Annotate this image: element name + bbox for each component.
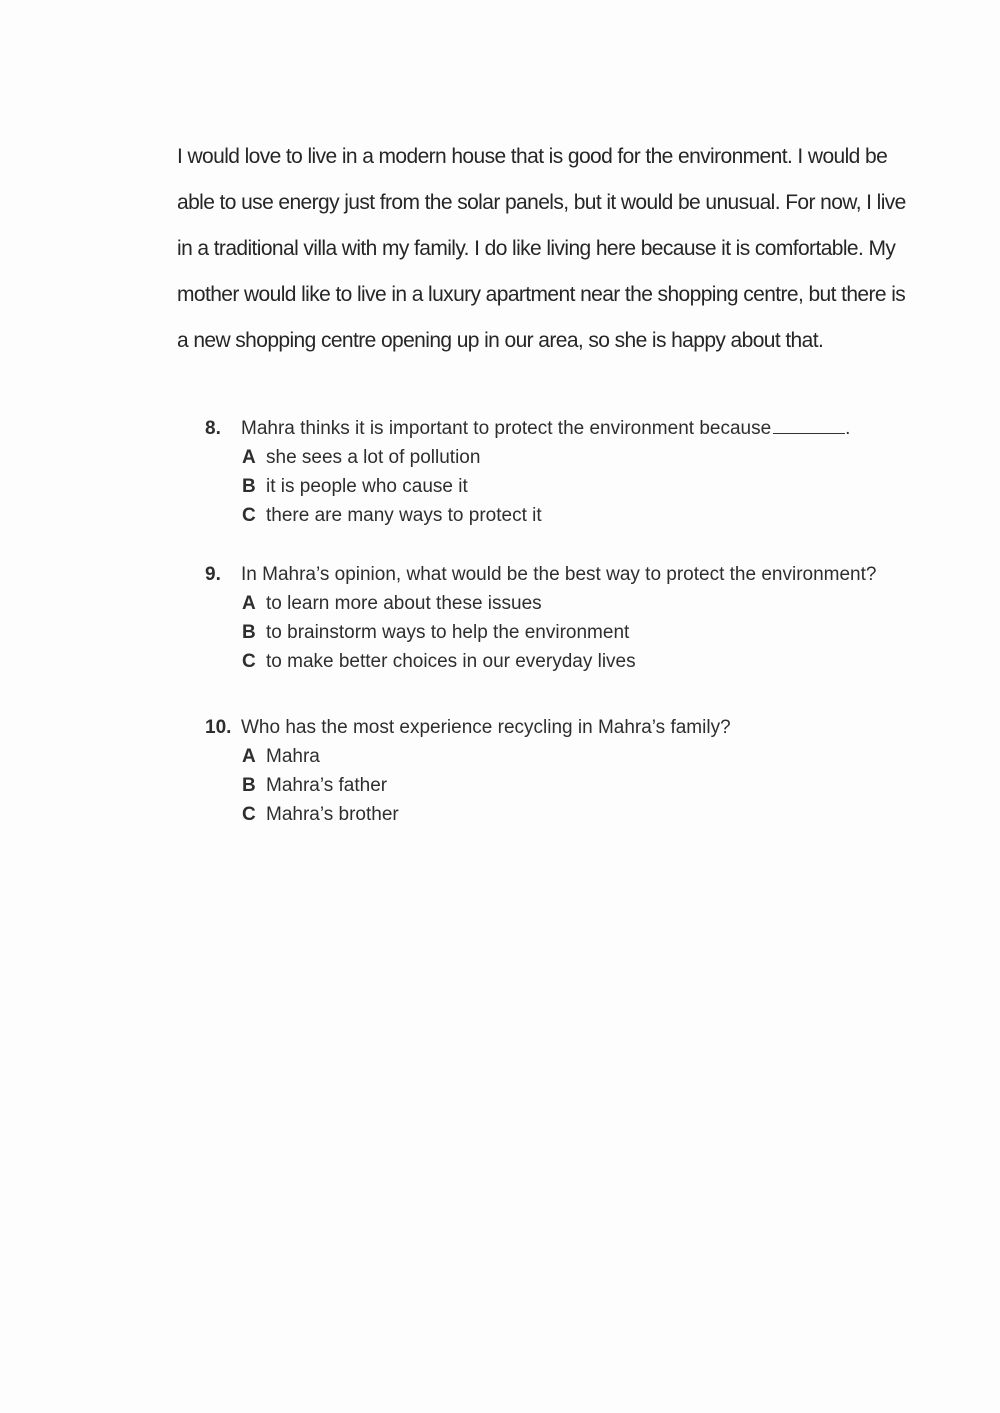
question-stem [205, 414, 925, 443]
reading-passage [177, 134, 906, 364]
option-b[interactable] [205, 472, 925, 501]
option-text: to learn more about these issues [266, 593, 542, 614]
passage-line: in a traditional villa with my family. I do like living here because it is comfortable. My [177, 237, 896, 260]
option-letter: C [242, 651, 256, 672]
option-text: Mahra’s father [266, 775, 388, 796]
option-b[interactable] [205, 771, 925, 800]
option-letter: B [242, 476, 256, 497]
option-a[interactable] [205, 589, 925, 618]
option-letter: A [242, 447, 256, 468]
option-text: Mahra’s brother [266, 804, 399, 825]
passage-line: mother would like to live in a luxury apartment near the shopping centre, but there is [177, 283, 906, 306]
option-letter: C [242, 505, 256, 526]
answer-blank[interactable] [773, 417, 845, 434]
option-text: she sees a lot of pollution [266, 447, 481, 468]
question-text: Mahra thinks it is important to protect the environment because [241, 418, 772, 439]
question-stem [205, 560, 925, 589]
question-text: Who has the most experience recycling in Mahra’s family? [241, 717, 731, 738]
question-9 [205, 560, 925, 676]
option-c[interactable] [205, 800, 925, 829]
option-letter: A [242, 593, 256, 614]
option-text: it is people who cause it [266, 476, 468, 497]
option-letter: B [242, 622, 256, 643]
option-letter: B [242, 775, 256, 796]
question-10 [205, 713, 925, 829]
passage-line: able to use energy just from the solar panels, but it would be unusual. For now, I live [177, 191, 906, 214]
passage-line: I would love to live in a modern house that is good for the environment. I would be [177, 145, 888, 168]
passage-line: a new shopping centre opening up in our area, so she is happy about that. [177, 329, 824, 352]
option-a[interactable] [205, 443, 925, 472]
question-period: . [845, 418, 851, 439]
option-b[interactable] [205, 618, 925, 647]
question-number: 8. [205, 418, 221, 439]
option-text: to brainstorm ways to help the environment [266, 622, 630, 643]
option-a[interactable] [205, 742, 925, 771]
question-stem [205, 713, 925, 742]
option-text: to make better choices in our everyday lives [266, 651, 636, 672]
option-letter: A [242, 746, 256, 767]
option-text: there are many ways to protect it [266, 505, 542, 526]
question-8 [205, 414, 925, 530]
question-text: In Mahra’s opinion, what would be the best way to protect the environment? [241, 564, 877, 585]
question-number: 10. [205, 717, 232, 738]
question-number: 9. [205, 564, 221, 585]
option-text: Mahra [266, 746, 320, 767]
option-letter: C [242, 804, 256, 825]
option-c[interactable] [205, 501, 925, 530]
option-c[interactable] [205, 647, 925, 676]
